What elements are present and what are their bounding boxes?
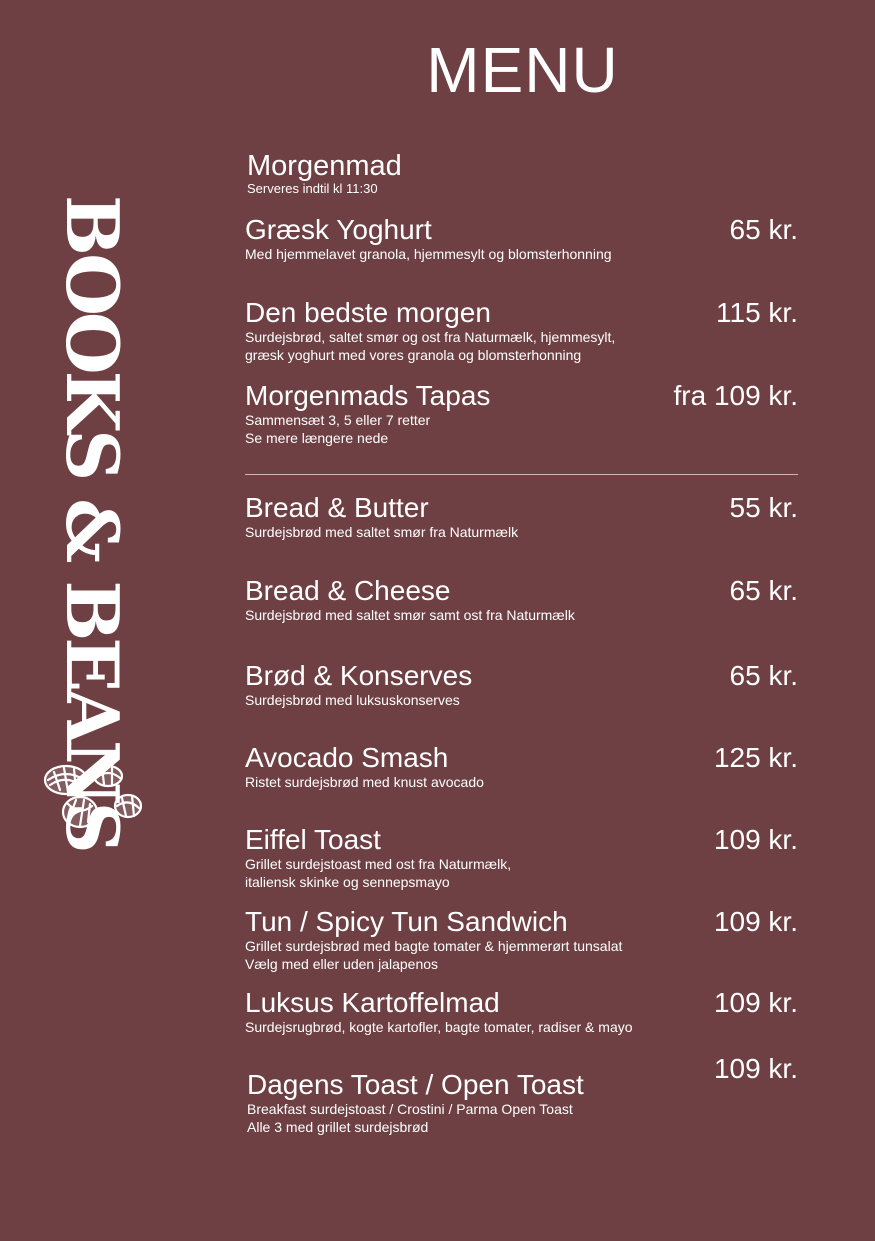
section-header xyxy=(247,150,402,196)
item-name: Avocado Smash xyxy=(245,742,449,773)
section-note: Serveres indtil kl 11:30 xyxy=(247,181,378,196)
item-description: Sammensæt 3, 5 eller 7 retter xyxy=(245,412,431,428)
item-price: 115 kr. xyxy=(716,297,798,328)
item-name: Bread & Butter xyxy=(245,492,429,523)
menu-item xyxy=(245,215,798,263)
item-price: 65 kr. xyxy=(729,214,798,245)
menu-item xyxy=(245,493,798,541)
item-name: Brød & Konserves xyxy=(245,660,473,691)
item-name: Morgenmads Tapas xyxy=(245,380,491,411)
menu-item xyxy=(245,298,798,364)
item-name: Eiffel Toast xyxy=(245,824,381,855)
brand-logo: BOOKS & BEANS xyxy=(50,195,135,850)
item-price: 65 kr. xyxy=(729,575,798,606)
section-name: Morgenmad xyxy=(247,150,402,182)
menu-item xyxy=(245,825,798,891)
item-description: Surdejsrugbrød, kogte kartofler, bagte tomater, radiser & mayo xyxy=(245,1019,633,1035)
item-description: Se mere længere nede xyxy=(245,430,389,446)
item-name: Tun / Spicy Tun Sandwich xyxy=(245,906,568,937)
item-description: Breakfast surdejstoast / Crostini / Parma Open Toast xyxy=(247,1101,573,1117)
item-name: Græsk Yoghurt xyxy=(245,214,432,245)
menu-title: MENU xyxy=(426,34,619,106)
item-description: italiensk skinke og sennepsmayo xyxy=(245,874,450,890)
item-price: 109 kr. xyxy=(713,987,798,1018)
item-price: 109 kr. xyxy=(713,1053,798,1084)
item-description: Alle 3 med grillet surdejsbrød xyxy=(247,1119,429,1135)
menu-item xyxy=(245,907,798,973)
item-name: Bread & Cheese xyxy=(245,575,451,606)
item-description: Grillet surdejstoast med ost fra Naturmælk, xyxy=(245,856,512,872)
menu-item xyxy=(245,988,798,1036)
item-price: 125 kr. xyxy=(713,742,798,773)
menu-item xyxy=(245,1054,798,1136)
item-description: Vælg med eller uden jalapenos xyxy=(245,956,439,972)
item-name: Den bedste morgen xyxy=(245,297,491,328)
menu-item xyxy=(245,381,798,447)
item-price: 109 kr. xyxy=(713,824,798,855)
item-description: græsk yoghurt med vores granola og blomsterhonning xyxy=(245,347,582,363)
item-description: Surdejsbrød med saltet smør fra Naturmælk xyxy=(245,524,519,540)
item-description: Surdejsbrød med luksuskonserves xyxy=(245,692,460,708)
item-description: Grillet surdejsbrød med bagte tomater & hjemmerørt tunsalat xyxy=(245,938,623,954)
item-description: Ristet surdejsbrød med knust avocado xyxy=(245,774,484,790)
menu-item xyxy=(245,661,798,709)
item-price: 109 kr. xyxy=(713,906,798,937)
item-description: Surdejsbrød med saltet smør samt ost fra Naturmælk xyxy=(245,607,575,623)
item-name: Luksus Kartoffelmad xyxy=(245,987,500,1018)
item-name: Dagens Toast / Open Toast xyxy=(247,1069,584,1100)
item-price: 65 kr. xyxy=(729,660,798,691)
menu-item xyxy=(245,576,798,624)
menu-item xyxy=(245,743,798,791)
item-description: Surdejsbrød, saltet smør og ost fra Naturmælk, hjemmesylt, xyxy=(245,329,616,345)
item-description: Med hjemmelavet granola, hjemmesylt og blomsterhonning xyxy=(245,246,612,262)
item-price: fra 109 kr. xyxy=(673,380,798,411)
section-divider xyxy=(245,474,798,475)
coffee-beans-icon xyxy=(42,760,147,832)
item-price: 55 kr. xyxy=(729,492,798,523)
